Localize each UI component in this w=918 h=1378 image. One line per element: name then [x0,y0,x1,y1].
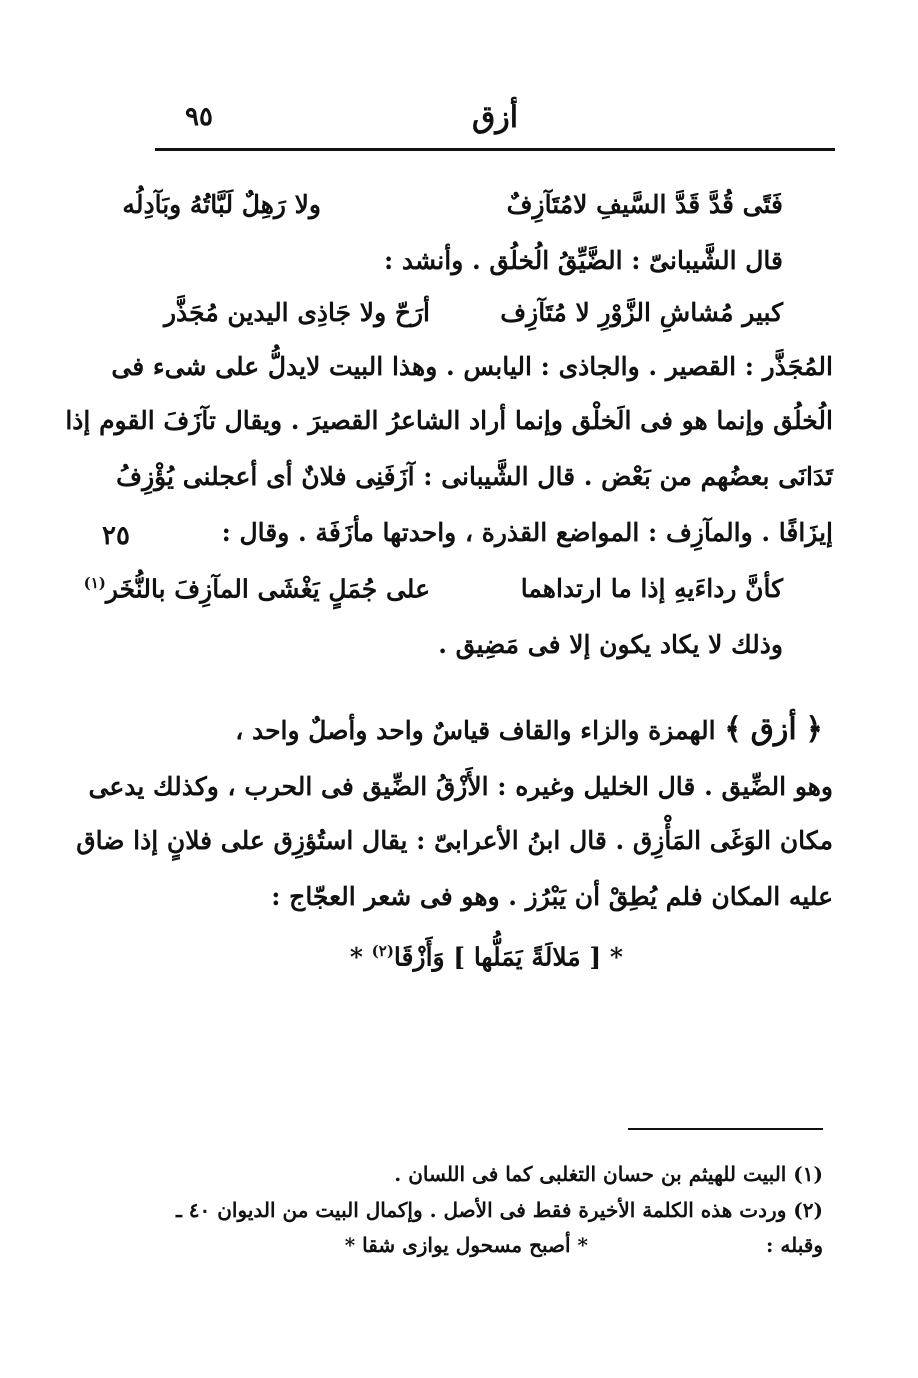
header-rule [155,148,835,151]
text-line: مكان الوَغَى المَأْزِق . قال ابنُ الأعرابىّ : يقال استُؤزِق على فلانٍ إذا ضاق [76,826,833,855]
footnote-2: (٢) وردت هذه الكلمة الأخيرة فقط فى الأصل . وإكمال البيت من الديوان ٤٠ ـ [175,1198,823,1222]
footnote-ref: (٢) [371,942,394,960]
text-line: قال الشَّيبانىّ : الضَّيِّقُ الُخلُق . وأنشد : [383,246,783,275]
text-line: تَدَانَى بعضُهم من بَعْض . قال الشَّيبانى : آزَفَنِى فلانٌ أى أعجلنى يُؤْزِفُ [116,462,833,491]
heading-bracket-open: ﴿ [805,712,823,747]
paragraph-2 [76,772,833,922]
footnote-rule [628,1128,823,1130]
text-line: عليه المكان فلم يُطِقْ أن يَبْرُز . وهو فى شعر العجّاج : [271,882,833,911]
verse-1-second-hemistich: ولا رَهِلٌ لَبَّاتُهُ وبَآدِلُه [122,190,321,219]
entry-text: الهمزة والزاء والقاف قياسٌ واحد وأصلٌ واحد ، [235,716,716,745]
verse-3-second-hemistich [84,574,430,603]
verse-2-second-hemistich: أرَحّ ولا جَاذِى اليدين مُجَذَّر [163,298,430,327]
text-line: إيزَافًا . والمآزِف : المواضع القذرة ، واحدتها مأزَفَة . وقال : [221,518,833,547]
header-title: أزق [471,100,519,135]
text-line: المُجَذَّر : القصير . والجاذى : اليابس . وهذا البيت لايدلُّ على شىء فى [111,352,833,381]
verse-3-first-hemistich: كأنَّ رداءَيهِ إذا ما ارتداهما [520,574,783,603]
heading-bracket-close: ﴾ [724,712,742,747]
running-header [155,100,835,140]
text-line: الُخلُق وإنما هو فى الَخلْق وإنما أراد الشاعرُ القصيرَ . ويقال تآزَفَ القوم إذا [65,406,833,435]
page-number: ٩٥ [185,102,213,132]
entry-heading: أزق [750,712,797,747]
text-line: وذلك لا يكاد يكون إلا فى مَضِيق . [438,630,783,659]
verse-3-text: على جُمَلٍ يَغْشَى المآزِفَ بالنُّخَر [105,574,430,604]
verse-2-first-hemistich: كبير مُشاشِ الزَّوْرِ لا مُتَآزِف [500,298,783,327]
margin-line-number: ٢٥ [102,521,130,551]
verse-end-star: * [349,942,363,972]
text-line: وهو الضِّيق . قال الخليل وغيره : الأَزْقُ الضِّيق فى الحرب ، وكذلك يدعى [88,772,833,801]
footnote-2-continuation: وقبله : [766,1233,823,1257]
verse-1-first-hemistich: فَتًى قُدَّ قَدَّ السَّيفِ لامُتَآزِفٌ [506,190,783,219]
footnote-ref: (١) [83,574,106,592]
verse-text: * [ مَلالَةً يَمَلُّها ] وَأَزْقَا [393,942,623,972]
footnote-1: (١) البيت للهيثم بن حسان التغلبى كما فى اللسان . [394,1162,823,1186]
entry-line [235,712,823,747]
footnote-2-verse: * أصبح مسحول يوازى شقا * [344,1233,588,1257]
quoted-verse [350,942,623,971]
